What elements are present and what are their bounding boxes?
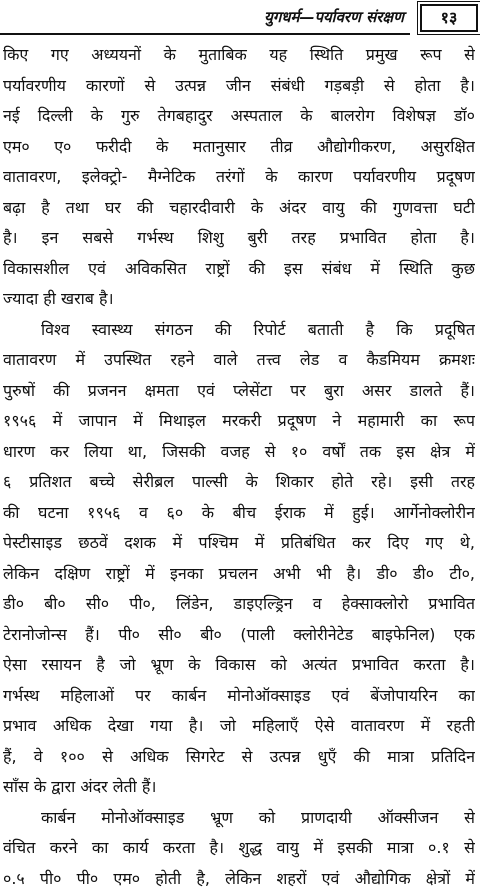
running-header [0,4,480,34]
text-line: किए गए अध्ययनों के मुताबिक यह स्थिति प्रमुख रूप से [3,40,475,71]
text-line: है। इन सबसे गर्भस्थ शिशु बुरी तरह प्रभावित होता है। [3,223,475,254]
text-line: लेकिन दक्षिण राष्ट्रों में इनका प्रचलन अभी भी है। डी० डी० टी०, [3,559,475,590]
text-line: विकासशील एवं अविकसित राष्ट्रों की इस संबंध में स्थिति कुछ [3,254,475,285]
text-line: ६ प्रतिशत बच्चे सेरीब्रल पाल्सी के शिकार होते रहे। इसी तरह [3,467,475,498]
text-line: पुरुषों की प्रजनन क्षमता एवं प्लेसेंटा पर बुरा असर डालते हैं। [3,376,475,407]
text-line: की घटना १९५६ व ६० के बीच ईराक में हुई। आर्गेनोक्लोरीन [3,498,475,529]
text-line: धारण कर लिया था, जिसकी वजह से १० वर्षों तक इस क्षेत्र में [3,437,475,468]
text-line: हैं, वे १०० से अधिक सिगरेट से उत्पन्न धुएँ की मात्रा प्रतिदिन [3,742,475,773]
text-line: १९५६ में जापान में मिथाइल मरकरी प्रदूषण ने महामारी का रूप [3,406,475,437]
paragraph-1 [3,40,475,315]
text-line: गर्भस्थ महिलाओं पर कार्बन मोनोऑक्साइड एवं बेंजोपायरिन का [3,681,475,712]
body-text [3,40,475,894]
text-line: प्रभाव अधिक देखा गया है। जो महिलाएँ ऐसे वातावरण में रहती [3,711,475,742]
text-line: वंचित करने का कार्य करता है। शुद्ध वायु में इसकी मात्रा ०.१ से [3,833,475,864]
text-line: डी० बी० सी० पी०, लिंडेन, डाइएल्ड्रिन व हेक्साक्लोरो प्रभावित [3,589,475,620]
text-line: ज्यादा ही खराब है। [3,284,475,315]
page-number: १३ [420,4,478,32]
text-line: कार्बन मोनोऑक्साइड भ्रूण को प्राणदायी ऑक्सीजन से [3,803,475,834]
text-line: पेस्टीसाइड छठवें दशक में पश्चिम में प्रतिबंधित कर दिए गए थे, [3,528,475,559]
running-header-title: युगधर्म—पर्यावरण संरक्षण [264,7,404,27]
text-line: नई दिल्ली के गुरु तेगबहादुर अस्पताल के बालरोग विशेषज्ञ डॉ० [3,101,475,132]
text-line: एम० ए० फरीदी के मतानुसार तीव्र औद्योगीकरण, असुरक्षित [3,132,475,163]
text-line: ०.५ पी० पी० एम० होती है, लेकिन शहरों एवं औद्योगिक क्षेत्रों में [3,864,475,894]
text-line: साँस के द्वारा अंदर लेती हैं। [3,772,475,803]
paragraph-3 [3,803,475,894]
text-line: वातावरण में उपस्थित रहने वाले तत्त्व लेड व कैडमियम क्रमशः [3,345,475,376]
text-line: पर्यावरणीय कारणों से उत्पन्न जीन संबंधी गड़बड़ी से होता है। [3,71,475,102]
text-line: बढ़ा है तथा घर की चहारदीवारी के अंदर वायु की गुणवत्ता घटी [3,193,475,224]
text-line: वातावरण, इलेक्ट्रो- मैग्नेटिक तरंगों के कारण पर्यावरणीय प्रदूषण [3,162,475,193]
text-line: विश्व स्वास्थ्य संगठन की रिपोर्ट बताती है कि प्रदूषित [3,315,475,346]
paragraph-2 [3,315,475,803]
text-line: ऐसा रसायन है जो भ्रूण के विकास को अत्यंत प्रभावित करता है। [3,650,475,681]
header-rule [0,33,410,35]
text-line: टेरानोजोन्स हैं। पी० सी० बी० (पाली क्लोरीनेटेड बाइफेनिल) एक [3,620,475,651]
